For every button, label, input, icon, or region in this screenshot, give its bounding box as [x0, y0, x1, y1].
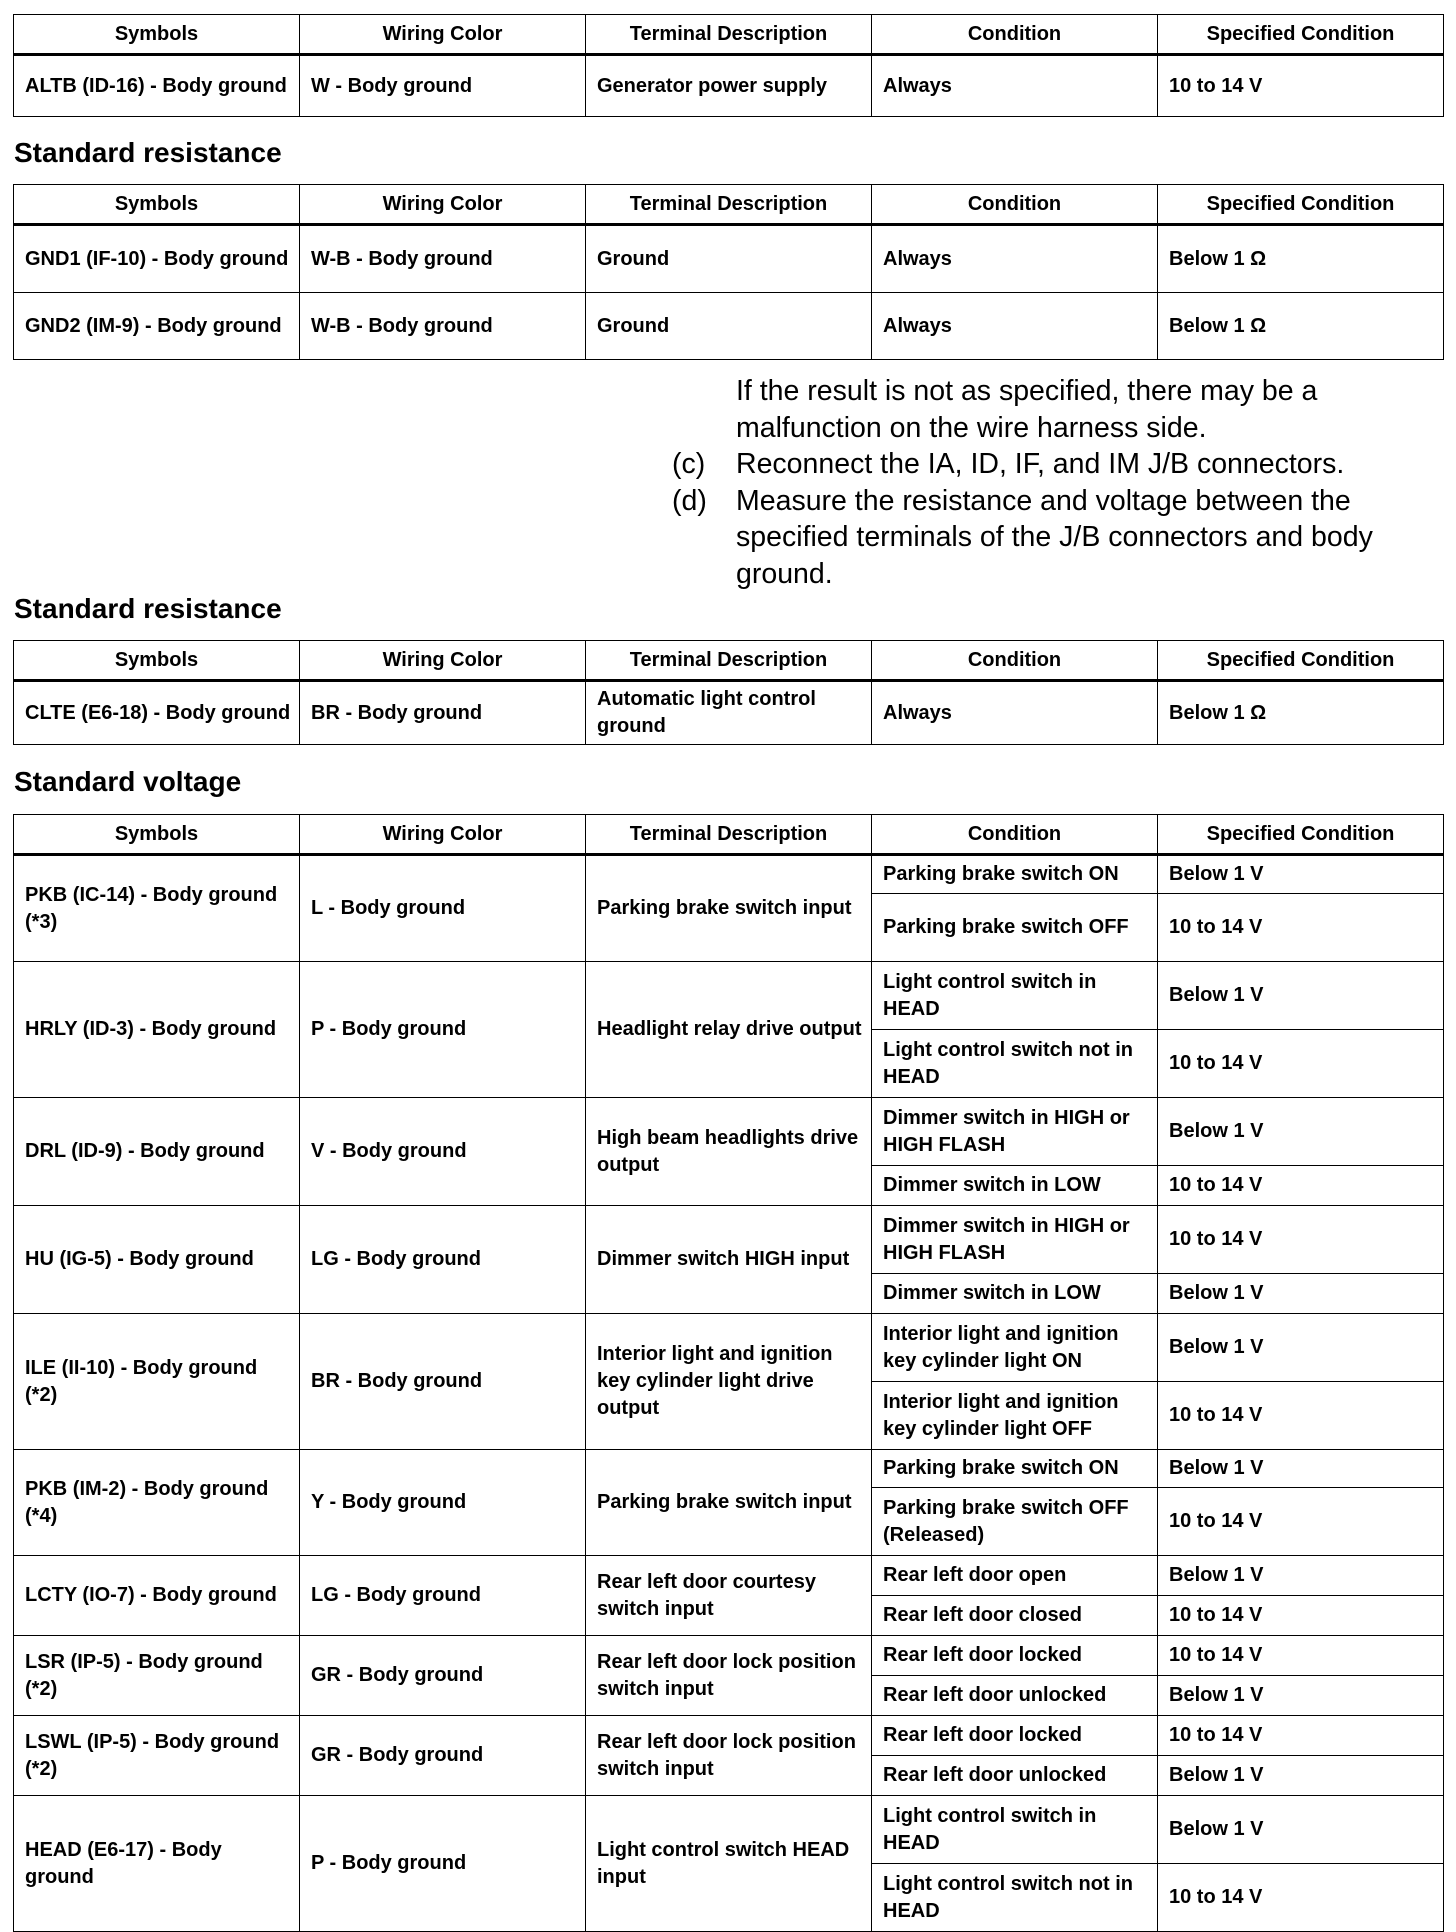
symbol-cell: GND2 (IM-9) - Body ground — [14, 293, 300, 360]
specified-condition-cell: Below 1 V — [1158, 855, 1444, 894]
symbol-cell: ALTB (ID-16) - Body ground — [14, 55, 300, 117]
terminal-description-cell: Rear left door courtesy switch input — [586, 1556, 872, 1636]
table-row — [14, 225, 1444, 293]
column-header-terminal-description: Terminal Description — [586, 641, 872, 681]
column-header-wiring-color: Wiring Color — [300, 185, 586, 225]
terminal-description-cell: Rear left door lock position switch input — [586, 1636, 872, 1716]
wiring-color-cell: P - Body ground — [300, 962, 586, 1098]
terminal-description-cell: Parking brake switch input — [586, 855, 872, 962]
symbol-cell: PKB (IC-14) - Body ground (*3) — [14, 855, 300, 962]
column-header-condition: Condition — [872, 815, 1158, 855]
terminal-description-cell: Ground — [586, 293, 872, 360]
wiring-color-cell: W-B - Body ground — [300, 293, 586, 360]
step-c-text: Reconnect the IA, ID, IF, and IM J/B connectors. — [736, 448, 1345, 480]
specified-condition-cell: 10 to 14 V — [1158, 1166, 1444, 1206]
wiring-color-cell: GR - Body ground — [300, 1636, 586, 1716]
specified-condition-cell: 10 to 14 V — [1158, 1716, 1444, 1756]
terminal-description-cell: Dimmer switch HIGH input — [586, 1206, 872, 1314]
column-header-condition: Condition — [872, 15, 1158, 55]
condition-cell: Interior light and ignition key cylinder light OFF — [872, 1382, 1158, 1450]
wiring-color-cell: P - Body ground — [300, 1796, 586, 1932]
specified-condition-cell: Below 1 V — [1158, 1450, 1444, 1488]
specified-condition-cell: Below 1 V — [1158, 1314, 1444, 1382]
condition-cell: Parking brake switch ON — [872, 855, 1158, 894]
step-c — [672, 446, 1452, 483]
wiring-color-cell: BR - Body ground — [300, 681, 586, 745]
column-header-symbols: Symbols — [14, 15, 300, 55]
section-heading-standard-resistance-2: Standard resistance — [14, 593, 282, 624]
wiring-color-cell: W-B - Body ground — [300, 225, 586, 293]
symbol-cell: GND1 (IF-10) - Body ground — [14, 225, 300, 293]
symbol-cell: LSWL (IP-5) - Body ground (*2) — [14, 1716, 300, 1796]
section-heading-standard-voltage: Standard voltage — [14, 766, 242, 797]
condition-cell: Light control switch in HEAD — [872, 1796, 1158, 1864]
column-header-terminal-description: Terminal Description — [586, 185, 872, 225]
table-row — [14, 1098, 1444, 1166]
column-header-specified-condition: Specified Condition — [1158, 185, 1444, 225]
column-header-specified-condition: Specified Condition — [1158, 641, 1444, 681]
table-row — [14, 1556, 1444, 1596]
specified-condition-cell: Below 1 V — [1158, 1676, 1444, 1716]
step-d — [672, 483, 1452, 593]
specified-condition-cell: Below 1 V — [1158, 1756, 1444, 1796]
table-row — [14, 1716, 1444, 1756]
condition-cell: Dimmer switch in HIGH or HIGH FLASH — [872, 1206, 1158, 1274]
condition-cell: Always — [872, 225, 1158, 293]
symbol-cell: HRLY (ID-3) - Body ground — [14, 962, 300, 1098]
terminal-description-cell: Interior light and ignition key cylinder light drive output — [586, 1314, 872, 1450]
wiring-color-cell: LG - Body ground — [300, 1556, 586, 1636]
instruction-text — [672, 373, 1452, 592]
condition-cell: Interior light and ignition key cylinder light ON — [872, 1314, 1158, 1382]
condition-cell: Dimmer switch in LOW — [872, 1274, 1158, 1314]
column-header-specified-condition: Specified Condition — [1158, 815, 1444, 855]
column-header-condition: Condition — [872, 185, 1158, 225]
condition-cell: Rear left door unlocked — [872, 1756, 1158, 1796]
wiring-color-cell: V - Body ground — [300, 1098, 586, 1206]
column-header-terminal-description: Terminal Description — [586, 815, 872, 855]
symbol-cell: HU (IG-5) - Body ground — [14, 1206, 300, 1314]
condition-cell: Light control switch not in HEAD — [872, 1030, 1158, 1098]
section-heading-standard-resistance: Standard resistance — [14, 137, 282, 168]
terminal-description-cell: High beam headlights drive output — [586, 1098, 872, 1206]
voltage-table — [13, 814, 1444, 1932]
table-row — [14, 681, 1444, 745]
condition-cell: Rear left door locked — [872, 1636, 1158, 1676]
column-header-symbols: Symbols — [14, 185, 300, 225]
terminal-description-cell: Rear left door lock position switch input — [586, 1716, 872, 1796]
condition-cell: Always — [872, 681, 1158, 745]
condition-cell: Always — [872, 293, 1158, 360]
condition-cell: Rear left door locked — [872, 1716, 1158, 1756]
specified-condition-cell: 10 to 14 V — [1158, 1636, 1444, 1676]
table-row — [14, 855, 1444, 894]
condition-cell: Rear left door closed — [872, 1596, 1158, 1636]
specified-condition-cell: Below 1 Ω — [1158, 293, 1444, 360]
condition-cell: Rear left door unlocked — [872, 1676, 1158, 1716]
condition-cell: Dimmer switch in HIGH or HIGH FLASH — [872, 1098, 1158, 1166]
column-header-condition: Condition — [872, 641, 1158, 681]
terminal-description-cell: Headlight relay drive output — [586, 962, 872, 1098]
specified-condition-cell: 10 to 14 V — [1158, 1488, 1444, 1556]
table-header-row — [14, 815, 1444, 855]
wiring-color-cell: BR - Body ground — [300, 1314, 586, 1450]
terminal-description-cell: Parking brake switch input — [586, 1450, 872, 1556]
terminal-description-cell: Ground — [586, 225, 872, 293]
specified-condition-cell: 10 to 14 V — [1158, 1382, 1444, 1450]
step-d-text: Measure the resistance and voltage between the specified terminals of the J/B connectors and body ground. — [736, 484, 1373, 590]
condition-cell: Light control switch in HEAD — [872, 962, 1158, 1030]
table-header-row — [14, 641, 1444, 681]
specified-condition-cell: 10 to 14 V — [1158, 1596, 1444, 1636]
specified-condition-cell: Below 1 Ω — [1158, 225, 1444, 293]
table-row — [14, 55, 1444, 117]
specified-condition-cell: 10 to 14 V — [1158, 55, 1444, 117]
specified-condition-cell: Below 1 V — [1158, 962, 1444, 1030]
specified-condition-cell: Below 1 V — [1158, 1556, 1444, 1596]
column-header-terminal-description: Terminal Description — [586, 15, 872, 55]
light-control-resistance-table — [13, 640, 1444, 745]
table-row — [14, 1796, 1444, 1864]
column-header-symbols: Symbols — [14, 815, 300, 855]
symbol-cell: ILE (II-10) - Body ground (*2) — [14, 1314, 300, 1450]
symbol-cell: LSR (IP-5) - Body ground (*2) — [14, 1636, 300, 1716]
table-row — [14, 1206, 1444, 1274]
generator-voltage-table — [13, 14, 1444, 117]
table-row — [14, 962, 1444, 1030]
symbol-cell: DRL (ID-9) - Body ground — [14, 1098, 300, 1206]
symbol-cell: LCTY (IO-7) - Body ground — [14, 1556, 300, 1636]
symbol-cell: PKB (IM-2) - Body ground (*4) — [14, 1450, 300, 1556]
terminal-description-cell: Light control switch HEAD input — [586, 1796, 872, 1932]
terminal-description-cell: Generator power supply — [586, 55, 872, 117]
table-header-row — [14, 185, 1444, 225]
specified-condition-cell: Below 1 V — [1158, 1796, 1444, 1864]
column-header-specified-condition: Specified Condition — [1158, 15, 1444, 55]
condition-cell: Parking brake switch OFF — [872, 894, 1158, 962]
table-row — [14, 1314, 1444, 1382]
wiring-color-cell: W - Body ground — [300, 55, 586, 117]
specified-condition-cell: 10 to 14 V — [1158, 1206, 1444, 1274]
column-header-wiring-color: Wiring Color — [300, 641, 586, 681]
table-row — [14, 1636, 1444, 1676]
condition-cell: Rear left door open — [872, 1556, 1158, 1596]
table-row — [14, 293, 1444, 360]
condition-cell: Parking brake switch ON — [872, 1450, 1158, 1488]
wiring-color-cell: GR - Body ground — [300, 1716, 586, 1796]
wiring-color-cell: LG - Body ground — [300, 1206, 586, 1314]
column-header-wiring-color: Wiring Color — [300, 815, 586, 855]
specified-condition-cell: Below 1 V — [1158, 1274, 1444, 1314]
condition-cell: Light control switch not in HEAD — [872, 1864, 1158, 1932]
result-note: If the result is not as specified, there may be a malfunction on the wire harness side. — [736, 375, 1318, 444]
specified-condition-cell: 10 to 14 V — [1158, 1864, 1444, 1932]
wiring-color-cell: L - Body ground — [300, 855, 586, 962]
wiring-color-cell: Y - Body ground — [300, 1450, 586, 1556]
specified-condition-cell: 10 to 14 V — [1158, 894, 1444, 962]
symbol-cell: HEAD (E6-17) - Body ground — [14, 1796, 300, 1932]
specified-condition-cell: Below 1 Ω — [1158, 681, 1444, 745]
step-d-label: (d) — [672, 484, 707, 517]
column-header-symbols: Symbols — [14, 641, 300, 681]
column-header-wiring-color: Wiring Color — [300, 15, 586, 55]
specified-condition-cell: 10 to 14 V — [1158, 1030, 1444, 1098]
ground-resistance-table — [13, 184, 1444, 360]
table-row — [14, 1450, 1444, 1488]
specified-condition-cell: Below 1 V — [1158, 1098, 1444, 1166]
condition-cell: Parking brake switch OFF (Released) — [872, 1488, 1158, 1556]
step-c-label: (c) — [672, 448, 706, 480]
symbol-cell: CLTE (E6-18) - Body ground — [14, 681, 300, 745]
terminal-description-cell: Automatic light control ground — [586, 681, 872, 745]
condition-cell: Always — [872, 55, 1158, 117]
table-header-row — [14, 15, 1444, 55]
condition-cell: Dimmer switch in LOW — [872, 1166, 1158, 1206]
